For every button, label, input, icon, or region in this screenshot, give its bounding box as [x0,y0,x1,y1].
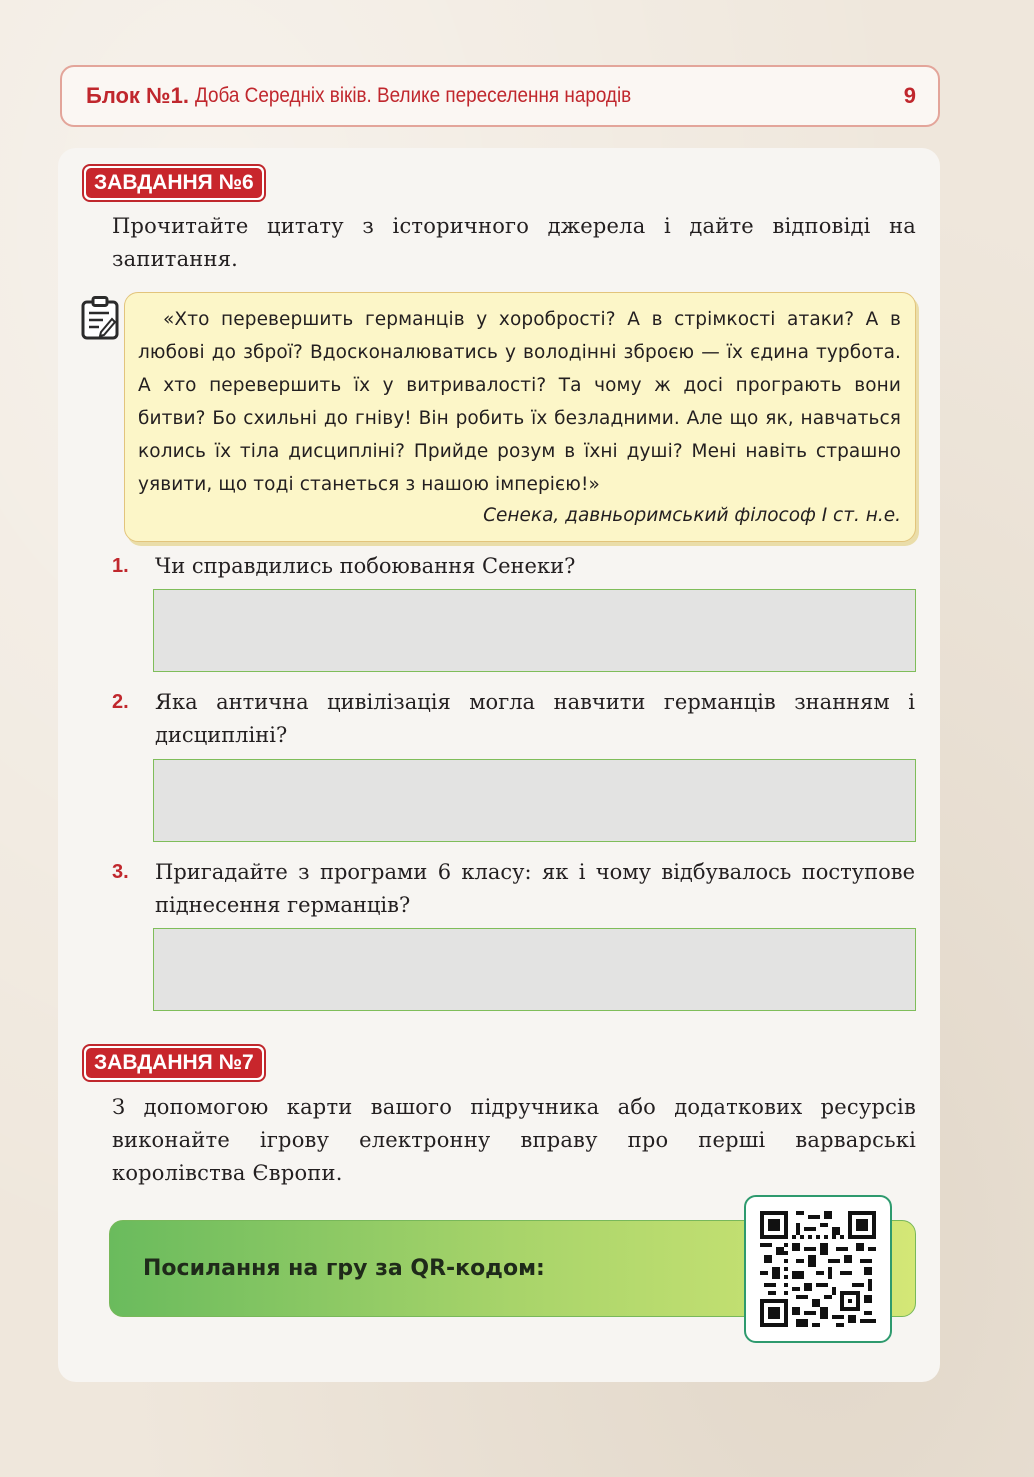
quote-box [124,292,916,542]
answer-field-2[interactable] [153,759,916,842]
answer-field-1[interactable] [153,589,916,672]
qr-code[interactable] [744,1195,892,1343]
task-6-badge [82,164,266,202]
question-1-number: 1. [112,555,129,577]
question-3-text: Пригадайте з програми 6 класу: як і чому відбувалось поступове піднесення германців? [155,860,915,917]
task-6-badge-label: ЗАВДАННЯ №6 [86,168,262,198]
task-7-instruction: З допомогою карти вашого підручника або додаткових ресурсів виконайте ігрову електронну вправу про перші варварські королівства Європи. [112,1095,916,1185]
page-number: 9 [903,83,916,108]
task-7-badge [82,1044,266,1082]
task-6-instruction: Прочитайте цитату з історичного джерела і дайте відповіді на запитання. [112,214,916,271]
quote-text: «Хто перевершить германців у хоробрості? А в стрімкості атаки? А в любові до зброї? Вдосконалюватись у володінні зброєю — їх єдина турбота. А хто перевершить їх у витривалості? Та чому ж досі програють вони битви? Бо схильні до гніву! Він робить їх безладними. Але що як, навчаться колись їх тіла дисципліні? Прийде розум в їхні душі? Мені навіть страшно уявити, що тоді станеться з нашою імперією!» [138,309,901,495]
block-label: Блок №1. [86,83,189,108]
question-2-text: Яка антична цивілізація могла навчити германців знанням і дисципліні? [155,690,915,747]
question-3-number: 3. [112,861,129,883]
question-1-text: Чи справдились побоювання Сенеки? [155,554,576,578]
block-title: Доба Середніх віків. Велике переселення народів [194,84,632,107]
clipboard-icon [81,296,119,340]
page-header [60,65,940,127]
task-7-badge-label: ЗАВДАННЯ №7 [86,1048,262,1078]
qr-code-icon [760,1211,876,1327]
question-2-number: 2. [112,691,129,713]
game-link-label: Посилання на гру за QR-кодом: [143,1256,545,1281]
answer-field-3[interactable] [153,928,916,1011]
quote-author: Сенека, давньоримський філософ І ст. н.е. [483,505,901,526]
